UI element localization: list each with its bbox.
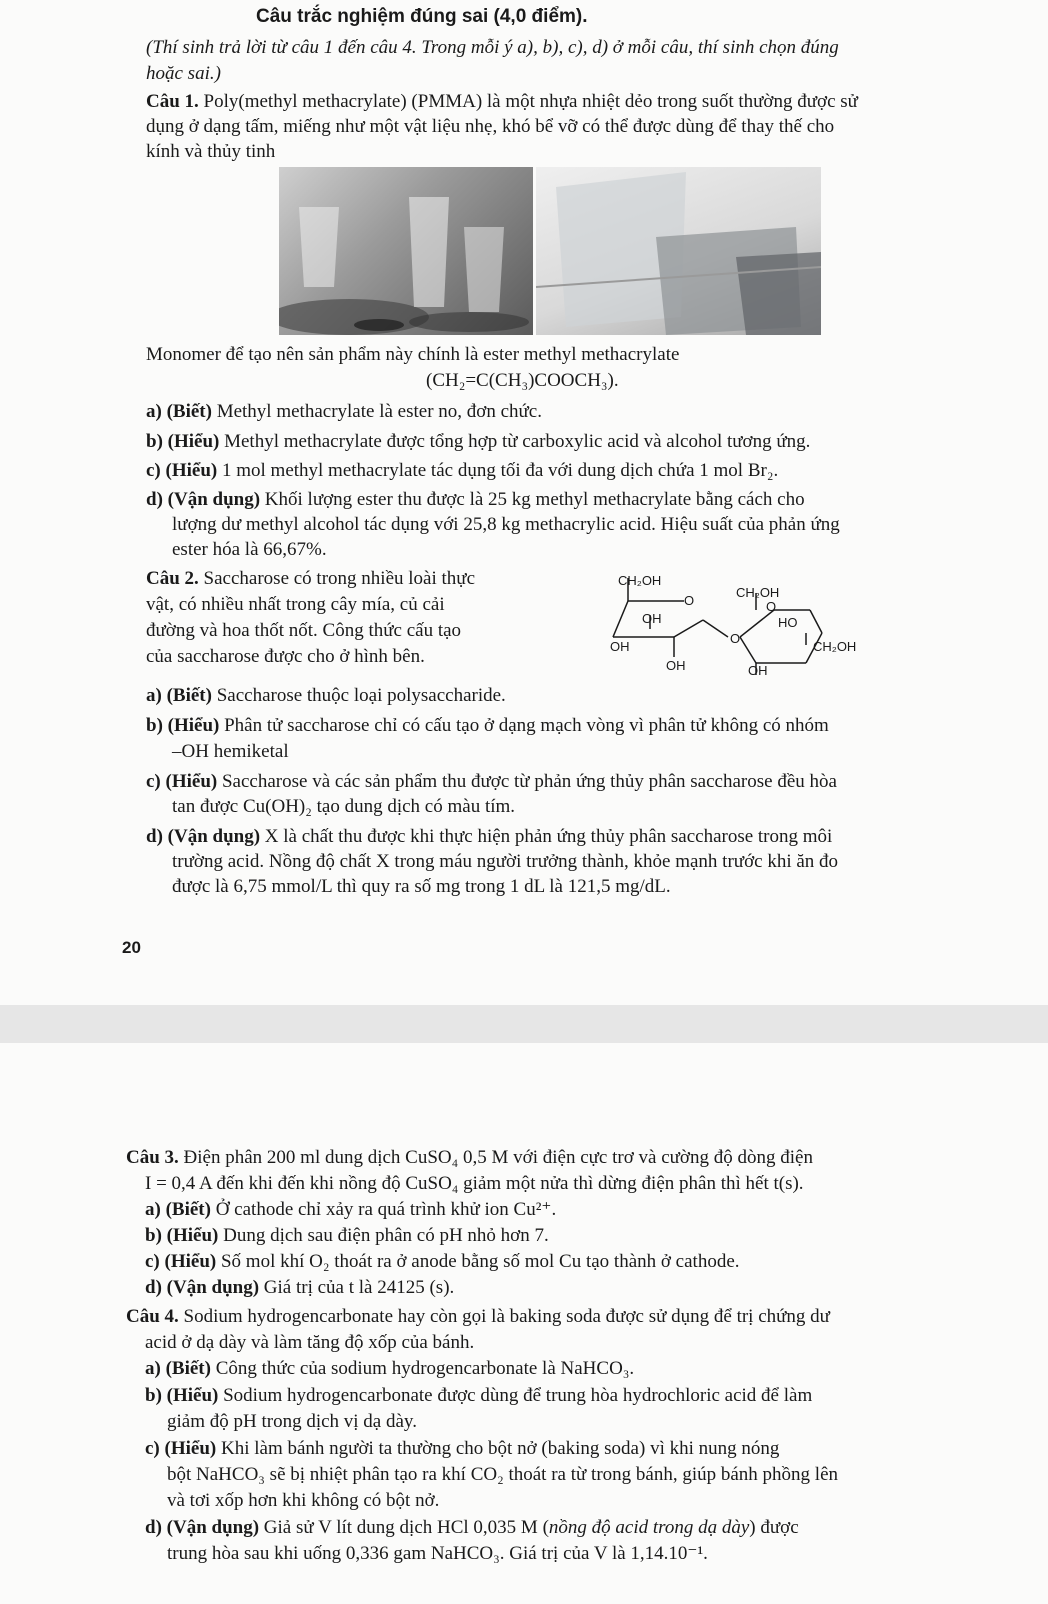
q4-option-a [145, 1357, 634, 1381]
q2-intro-line-1 [146, 567, 475, 591]
q2-label: Câu 2. [146, 568, 199, 589]
q1-option-c [146, 459, 778, 483]
q2-option-a [146, 684, 506, 708]
instruction-line-1: (Thí sinh trả lời từ câu 1 đến câu 4. Trong mỗi ý a), b), c), d) ở mỗi câu, thí sinh chọn đúng [146, 37, 839, 58]
q1-option-d [146, 488, 805, 512]
q1-label: Câu 1. [146, 91, 199, 112]
q2-d-text: X là chất thu được khi thực hiện phản ứng thủy phân saccharose trong môi [260, 826, 833, 847]
q3-a-text: Ở cathode chỉ xảy ra quá trình khử ion Cu²⁺. [210, 1199, 557, 1220]
q3-intro-line-1 [126, 1146, 813, 1170]
q3-b-text: Dung dịch sau điện phân có pH nhỏ hơn 7. [218, 1225, 549, 1246]
q1-monomer-formula: (CH₂=C(CH₃)COOCH₃). [426, 370, 619, 391]
struct-o-1: O [684, 593, 695, 608]
q2-option-c [146, 770, 837, 794]
q4-option-c-line-3: và tơi xốp hơn khi không có bột nở. [167, 1490, 440, 1511]
section-heading: Câu trắc nghiệm đúng sai (4,0 điểm). [256, 6, 588, 27]
q1-d-text: Khối lượng ester thu được là 25 kg methyl methacrylate bằng cách cho [260, 489, 805, 510]
q1-b-label: b) (Hiểu) [146, 431, 220, 452]
q1-a-text: Methyl methacrylate là ester no, đơn chức. [211, 401, 542, 422]
q3-a-label: a) (Biết) [145, 1199, 211, 1220]
q1-c-text: 1 mol methyl methacrylate tác dụng tối đa với dung dịch chứa 1 mol Br₂. [217, 460, 779, 481]
q2-c-label: c) (Hiểu) [146, 771, 218, 792]
q3-intro-text: Điện phân 200 ml dung dịch CuSO₄ 0,5 M với điện cực trơ và cường độ dòng điện [178, 1147, 813, 1168]
struct-o-3: O [730, 631, 741, 646]
q4-label: Câu 4. [126, 1306, 179, 1327]
q3-d-label: d) (Vận dụng) [145, 1277, 260, 1298]
q4-a-label: a) (Biết) [145, 1358, 211, 1379]
q3-option-d [145, 1276, 454, 1300]
q4-option-c-line-2: bột NaHCO₃ sẽ bị nhiệt phân tạo ra khí CO₂ thoát ra từ trong bánh, giúp bánh phồng lên [167, 1464, 839, 1485]
q4-d-text: Giả sử V lít dung dịch HCl 0,035 M ( [259, 1517, 549, 1538]
q1-intro-line-3: kính và thủy tinh [146, 141, 276, 162]
q4-d-label: d) (Vận dụng) [145, 1517, 260, 1538]
q2-option-c-line-2: tan được Cu(OH)₂ tạo dung dịch có màu tím. [172, 796, 516, 817]
q3-intro-line-2: I = 0,4 A đến khi đến khi nồng độ CuSO₄ giảm một nửa thì dừng điện phân thì hết t(s). [145, 1173, 804, 1194]
q2-a-text: Saccharose thuộc loại polysaccharide. [211, 685, 506, 706]
saccharose-structure-diagram [610, 575, 910, 690]
q3-d-text: Giá trị của t là 24125 (s). [259, 1277, 455, 1298]
q2-option-b [146, 714, 829, 738]
q3-option-a [145, 1198, 556, 1222]
struct-ch2oh-2: CH₂OH [736, 585, 780, 600]
struct-oh-2: OH [610, 639, 630, 654]
q3-b-label: b) (Hiểu) [145, 1225, 219, 1246]
q2-a-label: a) (Biết) [146, 685, 212, 706]
q4-a-text: Công thức của sodium hydrogencarbonate là NaHCO₃. [210, 1358, 635, 1379]
q2-intro-line-4: của saccharose được cho ở hình bên. [146, 646, 425, 667]
instruction-line-2: hoặc sai.) [146, 63, 221, 84]
q1-intro-line-2: dụng ở dạng tấm, miếng như một vật liệu nhẹ, khó bể vỡ có thể được dùng để thay thế cho [146, 116, 835, 137]
struct-oh-3: OH [666, 658, 686, 673]
q2-option-d [146, 825, 832, 849]
q1-option-b [146, 430, 810, 454]
q1-c-label: c) (Hiểu) [146, 460, 218, 481]
q2-intro-text: Saccharose có trong nhiều loài thực [198, 568, 476, 589]
q1-intro-line-1 [146, 90, 858, 114]
q4-b-label: b) (Hiểu) [145, 1385, 219, 1406]
q1-d-label: d) (Vận dụng) [146, 489, 261, 510]
q2-option-d-line-2: trường acid. Nồng độ chất X trong máu người trưởng thành, khỏe mạnh trước khi ăn đo [172, 851, 839, 872]
q4-intro-line-2: acid ở dạ dày và làm tăng độ xốp của bánh. [145, 1332, 475, 1353]
pmma-sheets-photo [536, 167, 821, 335]
q4-option-b [145, 1384, 812, 1408]
q4-c-text: Khi làm bánh người ta thường cho bột nở (baking soda) vì khi nung nóng [216, 1438, 780, 1459]
struct-ch2oh-1: CH₂OH [618, 575, 662, 588]
q3-option-b [145, 1224, 549, 1248]
q1-a-label: a) (Biết) [146, 401, 212, 422]
q1-option-a [146, 400, 542, 424]
q2-b-text: Phân tử saccharose chỉ có cấu tạo ở dạng mạch vòng vì phân tử không có nhóm [219, 715, 829, 736]
q2-c-text: Saccharose và các sản phẩm thu được từ phản ứng thủy phân saccharose đều hòa [217, 771, 837, 792]
q4-intro-line-1 [126, 1305, 830, 1329]
pmma-tableware-photo [279, 167, 533, 335]
q3-label: Câu 3. [126, 1147, 179, 1168]
q1-monomer-line: Monomer để tạo nên sản phẩm này chính là ester methyl methacrylate [146, 344, 680, 365]
q1-intro-text: Poly(methyl methacrylate) (PMMA) là một nhựa nhiệt dẻo trong suốt thường được sử [198, 91, 858, 112]
struct-ch2oh-3: CH₂OH [813, 639, 857, 654]
q3-option-c [145, 1250, 740, 1274]
q4-option-d [145, 1516, 799, 1540]
struct-oh-1: OH [642, 611, 662, 626]
q4-option-b-line-2: giảm độ pH trong dịch vị dạ dày. [167, 1411, 417, 1432]
q1-b-text: Methyl methacrylate được tổng hợp từ carboxylic acid và alcohol tương ứng. [219, 431, 811, 452]
q2-option-b-line-2: –OH hemiketal [172, 741, 289, 762]
struct-ho: HO [778, 615, 798, 630]
q4-b-text: Sodium hydrogencarbonate được dùng để trung hòa hydrochloric acid để làm [218, 1385, 813, 1406]
q4-option-c [145, 1437, 779, 1461]
q1-option-d-line-3: ester hóa là 66,67%. [172, 539, 327, 560]
q4-d-text-end: ) được [749, 1517, 799, 1538]
q3-c-text: Số mol khí O₂ thoát ra ở anode bằng số mol Cu tạo thành ở cathode. [216, 1251, 740, 1272]
q2-d-label: d) (Vận dụng) [146, 826, 261, 847]
q1-option-d-line-2: lượng dư methyl alcohol tác dụng với 25,8 kg methacrylic acid. Hiệu suất của phản ứng [172, 514, 840, 535]
struct-o-2: O [766, 599, 777, 614]
q2-intro-line-2: vật, có nhiều nhất trong cây mía, củ cải [146, 594, 445, 615]
q4-d-italic: nồng độ acid trong dạ dày [548, 1517, 750, 1538]
q2-option-d-line-3: được là 6,75 mmol/L thì quy ra số mg trong 1 dL là 121,5 mg/dL. [172, 876, 671, 897]
q2-intro-line-3: đường và hoa thốt nốt. Công thức cấu tạo [146, 620, 462, 641]
q4-option-d-line-2: trung hòa sau khi uống 0,336 gam NaHCO₃. Giá trị của V là 1,14.10⁻¹. [167, 1543, 708, 1564]
struct-oh-4: OH [748, 663, 768, 678]
q4-c-label: c) (Hiểu) [145, 1438, 217, 1459]
page-number: 20 [122, 938, 141, 957]
page-separator [0, 1005, 1048, 1043]
q4-intro-text: Sodium hydrogencarbonate hay còn gọi là baking soda được sử dụng để trị chứng dư [178, 1306, 830, 1327]
q3-c-label: c) (Hiểu) [145, 1251, 217, 1272]
q2-b-label: b) (Hiểu) [146, 715, 220, 736]
